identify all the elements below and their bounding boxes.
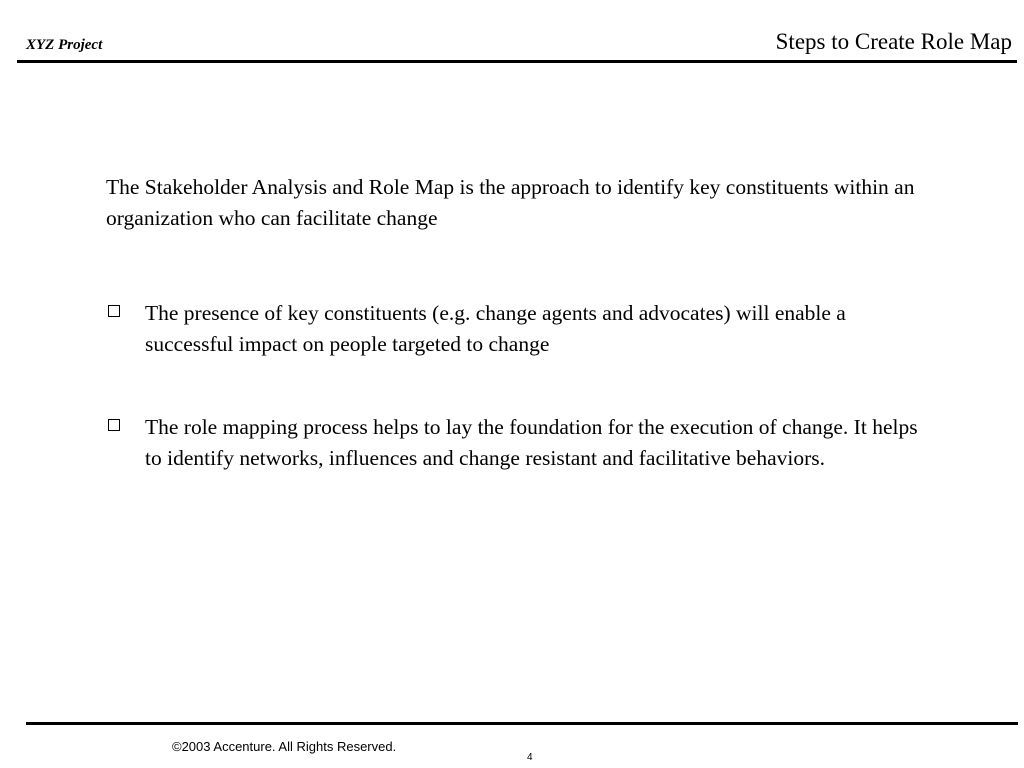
square-bullet-icon (108, 305, 120, 317)
bullet-list (106, 298, 926, 526)
project-name: XYZ Project (26, 37, 103, 53)
bullet-text: The presence of key constituents (e.g. change agents and advocates) will enable a successful impact on people targeted to change (145, 301, 846, 356)
footer-divider (26, 722, 1018, 725)
square-bullet-icon (108, 419, 120, 431)
copyright-notice: ©2003 Accenture. All Rights Reserved. (172, 739, 397, 754)
intro-paragraph: The Stakeholder Analysis and Role Map is the approach to identify key constituents within an organization who can facilitate change (106, 175, 915, 230)
bullet-item (106, 412, 926, 474)
page-number: 4 (527, 752, 533, 763)
slide-title: Steps to Create Role Map (775, 29, 1012, 54)
bullet-text: The role mapping process helps to lay the foundation for the execution of change. It helps to identify networks, influences and change resistant and facilitative behaviors. (145, 415, 918, 470)
header-divider (17, 60, 1017, 63)
bullet-item (106, 298, 926, 360)
